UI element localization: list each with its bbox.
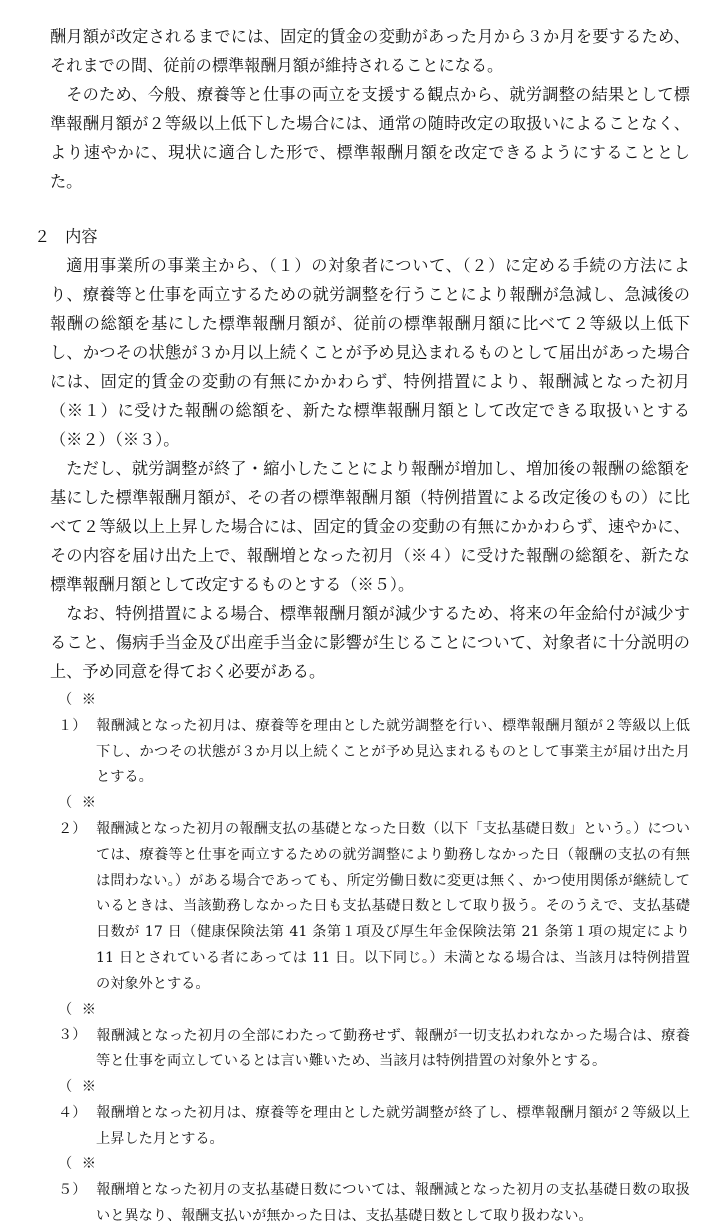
document-page xyxy=(34,22,690,1230)
footnote-label: （※３） xyxy=(58,1001,96,1044)
footnotes xyxy=(50,688,690,1230)
section-paragraph-3: なお、特例措置による場合、標準報酬月額が減少するため、将来の年金給付が減少すること、傷病手当金及び出産手当金に影響が生じることについて、対象者に十分説明の上、予め同意を得ておく必要がある。 xyxy=(50,604,690,681)
section-heading xyxy=(34,222,690,251)
intro-paragraph-1: 酬月額が改定されるまでには、固定的賃金の変動があった月から３か月を要するため、それまでの間、従前の標準報酬月額が維持されることになる。 xyxy=(50,27,690,75)
section-paragraph-2: ただし、就労調整が終了・縮小したことにより報酬が増加し、増加後の報酬の総額を基にした標準報酬月額が、その者の標準報酬月額（特例措置による改定後のもの）に比べて２等級以上上昇した場合には、固定的賃金の変動の有無にかかわらず、速やかに、その内容を届け出た上で、報酬増となった初月（※４）に受けた報酬の総額を、新たな標準報酬月額として改定するものとする（※５）。 xyxy=(50,459,690,594)
footnote-label: （※２） xyxy=(58,795,96,837)
section-spacer xyxy=(50,196,690,222)
footnote-text: 報酬減となった初月は、療養等を理由とした就労調整を行い、標準報酬月額が２等級以上低下し、かつその状態が３か月以上続くことが予め見込まれるものとして事業主が届け出た月とする。 xyxy=(96,717,690,786)
section-paragraph-1: 適用事業所の事業主から、（１）の対象者について、（２）に定める手続の方法により、療養等と仕事を両立するための就労調整を行うことにより報酬が急減し、急減後の報酬の総額を基にした標準報酬月額が、従前の標準報酬月額に比べて２等級以上低下し、かつその状態が３か月以上続くことが予め見込まれるものとして届出があった場合には、固定的賃金の変動の有無にかかわらず、特例措置により、報酬減となった初月（※１）に受けた報酬の総額を、新たな標準報酬月額として改定できる取扱いとする（※２）（※３）。 xyxy=(50,256,690,449)
footnote-1 xyxy=(50,688,690,791)
footnote-5 xyxy=(50,1152,690,1229)
footnote-text: 報酬増となった初月の支払基礎日数については、報酬減となった初月の支払基礎日数の取扱いと異なり、報酬支払いが無かった日は、支払基礎日数として取り扱わない。 xyxy=(96,1182,690,1224)
intro-paragraph-2: そのため、今般、療養等と仕事の両立を支援する観点から、就労調整の結果として標準報酬月額が２等級以上低下した場合には、通常の随時改定の取扱いによることなく、より速やかに、現状に適合した形で、標準報酬月額を改定できるようにすることとした。 xyxy=(50,85,690,191)
section-number: ２ xyxy=(34,227,51,246)
footnote-3 xyxy=(50,998,690,1075)
footnote-label: （※５） xyxy=(58,1156,96,1199)
footnote-label: （※４） xyxy=(58,1078,96,1121)
footnote-text: 報酬減となった初月の報酬支払の基礎となった日数（以下「支払基礎日数」という。）については、療養等と仕事を両立するための就労調整により勤務しなかった日（報酬の支払の有無は問わない。）がある場合であっても、所定労働日数に変更は無く、かつ使用関係が継続しているときは、当該勤務しなかった日も支払基礎日数として取り扱う。そのうえで、支払基礎日数が 17 日（健康保険法第 41 条第１項及び厚生年金保険法第 21 条第１項の規定により 11 日とされている者にあっては 11 日。以下同じ。）未満となる場合は、当該月は特例措置の対象外とする。 xyxy=(96,820,690,992)
section-title: 内容 xyxy=(65,227,98,246)
footnote-label: （※１） xyxy=(58,692,96,734)
footnote-text: 報酬減となった初月の全部にわたって勤務せず、報酬が一切支払われなかった場合は、療養等と仕事を両立しているとは言い難いため、当該月は特例措置の対象外とする。 xyxy=(96,1027,690,1070)
footnote-4 xyxy=(50,1075,690,1152)
footnote-text: 報酬増となった初月は、療養等を理由とした就労調整が終了し、標準報酬月額が２等級以上上昇した月とする。 xyxy=(96,1104,690,1147)
footnote-2 xyxy=(50,791,690,997)
